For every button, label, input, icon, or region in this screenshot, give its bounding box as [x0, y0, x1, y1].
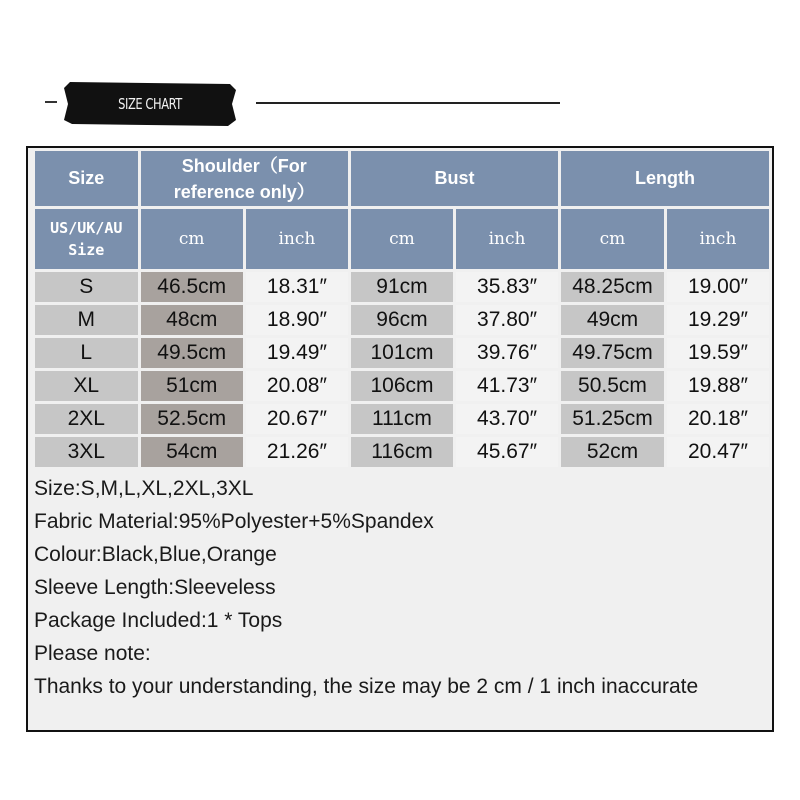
subheader-size-label: US/UK/AU Size [35, 209, 138, 269]
cell-size: M [35, 305, 138, 335]
subheader-unit: cm [351, 209, 453, 269]
cell-size: S [35, 272, 138, 302]
table-row [35, 437, 769, 467]
table-row [35, 272, 769, 302]
info-package-line: Package Included:1 * Tops [34, 609, 283, 632]
subheader-unit: cm [561, 209, 664, 269]
header-dash [45, 101, 57, 103]
cell-bust-cm: 116cm [351, 437, 453, 467]
cell-size: 3XL [35, 437, 138, 467]
cell-bust-inch: 45.67″ [456, 437, 558, 467]
info-note-text: Thanks to your understanding, the size may be 2 cm / 1 inch inaccurate [34, 675, 699, 698]
table-row [35, 305, 769, 335]
cell-bust-inch: 43.70″ [456, 404, 558, 434]
banner-title: SIZE CHART [118, 95, 182, 113]
cell-length-cm: 49.75cm [561, 338, 664, 368]
cell-bust-inch: 39.76″ [456, 338, 558, 368]
cell-bust-cm: 91cm [351, 272, 453, 302]
cell-shoulder-cm: 51cm [141, 371, 243, 401]
cell-shoulder-inch: 18.31″ [246, 272, 348, 302]
info-sleeve-line: Sleeve Length:Sleeveless [34, 576, 276, 599]
cell-bust-inch: 37.80″ [456, 305, 558, 335]
header-bust: Bust [351, 151, 558, 206]
cell-length-cm: 50.5cm [561, 371, 664, 401]
cell-bust-inch: 35.83″ [456, 272, 558, 302]
info-note-heading: Please note: [34, 642, 151, 665]
table-row [35, 338, 769, 368]
cell-size: XL [35, 371, 138, 401]
info-fabric-line: Fabric Material:95%Polyester+5%Spandex [34, 510, 434, 533]
size-chart-box [26, 146, 774, 732]
table-row [35, 404, 769, 434]
cell-length-inch: 20.47″ [667, 437, 769, 467]
cell-size: L [35, 338, 138, 368]
cell-length-cm: 48.25cm [561, 272, 664, 302]
cell-shoulder-inch: 20.08″ [246, 371, 348, 401]
size-table [32, 148, 772, 470]
product-info-list [34, 472, 698, 703]
info-size-line: Size:S,M,L,XL,2XL,3XL [34, 477, 254, 500]
info-colour-line: Colour:Black,Blue,Orange [34, 543, 277, 566]
cell-length-inch: 19.00″ [667, 272, 769, 302]
cell-shoulder-inch: 19.49″ [246, 338, 348, 368]
cell-shoulder-inch: 18.90″ [246, 305, 348, 335]
cell-shoulder-cm: 48cm [141, 305, 243, 335]
header-size: Size [35, 151, 138, 206]
table-subheader-row [35, 209, 769, 269]
cell-length-cm: 49cm [561, 305, 664, 335]
cell-size: 2XL [35, 404, 138, 434]
cell-length-inch: 20.18″ [667, 404, 769, 434]
subheader-unit: inch [667, 209, 769, 269]
cell-shoulder-cm: 52.5cm [141, 404, 243, 434]
header-rule [256, 102, 560, 104]
cell-length-cm: 51.25cm [561, 404, 664, 434]
cell-shoulder-cm: 46.5cm [141, 272, 243, 302]
cell-bust-cm: 111cm [351, 404, 453, 434]
table-row [35, 371, 769, 401]
cell-bust-cm: 101cm [351, 338, 453, 368]
cell-shoulder-inch: 21.26″ [246, 437, 348, 467]
cell-shoulder-inch: 20.67″ [246, 404, 348, 434]
cell-length-inch: 19.29″ [667, 305, 769, 335]
cell-shoulder-cm: 54cm [141, 437, 243, 467]
table-header-row [35, 151, 769, 206]
cell-length-inch: 19.59″ [667, 338, 769, 368]
subheader-unit: inch [456, 209, 558, 269]
size-chart-banner [64, 82, 236, 126]
header-shoulder: Shoulder（For reference only） [141, 151, 348, 206]
header-length: Length [561, 151, 769, 206]
cell-shoulder-cm: 49.5cm [141, 338, 243, 368]
cell-length-cm: 52cm [561, 437, 664, 467]
cell-bust-cm: 96cm [351, 305, 453, 335]
subheader-unit: cm [141, 209, 243, 269]
cell-length-inch: 19.88″ [667, 371, 769, 401]
cell-bust-inch: 41.73″ [456, 371, 558, 401]
cell-bust-cm: 106cm [351, 371, 453, 401]
subheader-unit: inch [246, 209, 348, 269]
